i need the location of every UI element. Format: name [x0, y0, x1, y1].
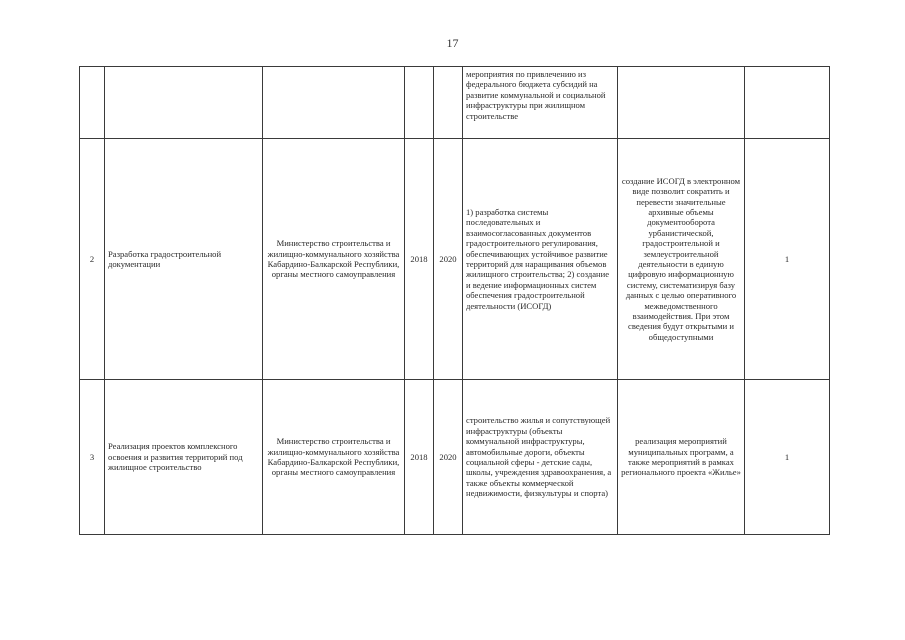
table-row: [80, 380, 830, 535]
indicator-cell: 1: [745, 139, 830, 380]
measure-title-cell: Разработка градостроительной документации: [105, 139, 263, 380]
start-year-cell: [405, 67, 434, 139]
row-number-cell: 3: [80, 380, 105, 535]
measure-title-cell: [105, 67, 263, 139]
result-cell: реализация мероприятий муниципальных программ, а также мероприятий в рамках регионального проекта «Жилье»: [618, 380, 745, 535]
page-number: 17: [446, 36, 459, 50]
tasks-cell: строительство жилья и сопутствующей инфраструктуры (объекты коммунальной инфраструктуры, автомобильные дороги, объекты социальной сферы - детские сады, школы, учреждения здравоохранения, а также объекты коммерческой недвижимости, физкультуры и спорта): [463, 380, 618, 535]
indicator-cell: [745, 67, 830, 139]
result-cell: [618, 67, 745, 139]
executor-cell: Министерство строительства и жилищно-коммунального хозяйства Кабардино-Балкарской Республики, органы местного самоуправления: [263, 139, 405, 380]
table-row: [80, 67, 830, 139]
tasks-cell: мероприятия по привлечению из федерального бюджета субсидий на развитие коммунальной и социальной инфраструктуры при жилищном строительстве: [463, 67, 618, 139]
result-cell: создание ИСОГД в электронном виде позволит сократить и перевести значительные архивные объемы документооборота урбанистической, градостроительной и землеустроительной деятельности в единую цифровую информационную систему, систематизируя базу данных с целью оперативного межведомственного взаимодействия. При этом сведения будут открытыми и общедоступными: [618, 139, 745, 380]
row-number-cell: 2: [80, 139, 105, 380]
end-year-cell: 2020: [434, 380, 463, 535]
executor-cell: [263, 67, 405, 139]
end-year-cell: 2020: [434, 139, 463, 380]
measures-table: [79, 66, 830, 535]
indicator-cell: 1: [745, 380, 830, 535]
end-year-cell: [434, 67, 463, 139]
start-year-cell: 2018: [405, 139, 434, 380]
tasks-cell: 1) разработка системы последовательных и взаимосогласованных документов градостроительного регулирования, обеспечивающих устойчивое развитие территорий для наращивания объемов жилищного строительства; 2) создание и ведение информационных систем обеспечения градостроительной деятельности (ИСОГД): [463, 139, 618, 380]
start-year-cell: 2018: [405, 380, 434, 535]
executor-cell: Министерство строительства и жилищно-коммунального хозяйства Кабардино-Балкарской Республики, органы местного самоуправления: [263, 380, 405, 535]
measure-title-cell: Реализация проектов комплексного освоения и развития территорий под жилищное строительство: [105, 380, 263, 535]
row-number-cell: [80, 67, 105, 139]
table-row: [80, 139, 830, 380]
